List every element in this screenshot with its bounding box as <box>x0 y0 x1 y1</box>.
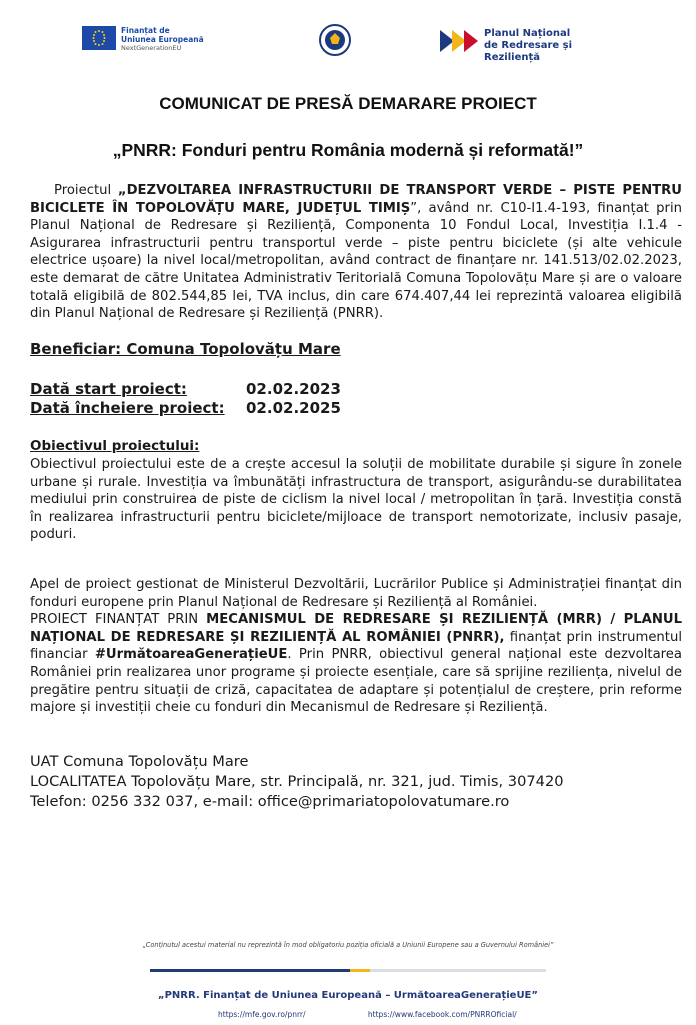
beneficiary: Beneficiar: Comuna Topolovățu Mare <box>30 340 341 358</box>
footer-links <box>218 1010 638 1019</box>
end-date-label: Dată încheiere proiect: <box>30 399 225 417</box>
contact-name: UAT Comuna Topolovățu Mare <box>30 753 249 770</box>
government-seal-icon <box>319 24 351 56</box>
intro-lead: Proiectul <box>54 183 118 198</box>
pnrr-logo-line1: Planul Național <box>484 28 571 39</box>
footer-slogan: „PNRR. Finanțat de Uniunea Europeană – UrmătoareaGenerațieUE” <box>158 990 538 1001</box>
intro-paragraph <box>30 182 682 323</box>
eu-logo-line1: Finanțat de <box>121 26 170 35</box>
start-date-label: Dată start proiect: <box>30 380 187 398</box>
end-date-row <box>30 399 341 418</box>
footer-link-facebook[interactable]: https://www.facebook.com/PNRROficial/ <box>367 1010 517 1019</box>
call-p2-bold: MECANISMUL DE REDRESARE ȘI REZILIENȚĂ (MRR) / PLANUL NAȚIONAL DE REDRESARE ȘI REZILIENȚĂ AL ROMÂNIEI (PNRR), <box>30 612 682 645</box>
contact-address: LOCALITATEA Topolovățu Mare, str. Principală, nr. 321, jud. Timis, 307420 <box>30 773 564 790</box>
contact-block <box>30 752 564 812</box>
call-p2-rest: . Prin PNRR, obiectivul general național este dezvoltarea României prin realizarea unor programe și proiecte esențiale, care să sprijine reziliența, nivelul de pregătire pentru situații de criză, capacitatea de adaptare și potențialul de creștere, prin reforme majore și investiții cheie cu fonduri din Mecanismul de Redresare și Reziliență. <box>30 647 682 716</box>
eu-flag-icon <box>82 26 116 50</box>
call-section <box>30 576 682 717</box>
call-p2-lead: PROIECT FINANȚAT PRIN <box>30 612 207 628</box>
footer-divider <box>150 969 546 972</box>
call-p2-mid: finanțat prin instrumentul financiar <box>30 629 682 663</box>
page-subtitle: „PNRR: Fonduri pentru România modernă și reformată!” <box>112 140 584 160</box>
pnrr-logo-line2: de Redresare și Reziliență <box>484 40 573 63</box>
objective-text: Obiectivul proiectului este de a crește accesul la soluții de mobilitate durabile și sigure în zonele urbane și rurale. Investiția va îmbunătăți infrastructura de transport, asigurându-se durabilitatea mediului prin construirea de piste de ciclism la nivel local / metropolitan în țară. Investiția constă în realizarea infrastructurii pentru biciclete/mijloace de transport nemotorizate, inclusiv pasaje, poduri. <box>30 457 682 543</box>
project-dates <box>30 380 341 418</box>
eu-logo <box>82 26 252 58</box>
footer-disclaimer: „Conținutul acestui material nu reprezintă în mod obligatoriu poziția oficială a Uniunii Europene sau a Guvernului României” <box>142 941 554 949</box>
footer-divider-fill <box>150 969 350 972</box>
intro-rest: ”, având nr. C10-I1.4-193, finanțat prin Planul Național de Redresare și Reziliență, Componenta 10 Fondul Local, Investiția I.1.4 - Asigurarea infrastructurii pentru transportul verde – piste pentru biciclete (și alte vehicule electrice ușoare) la nivel local/metropolitan, având contract de finanțare nr. 141.513/02.02.2023, este demarat de către Unitatea Administrativ Teritorială Comuna Topolovățu Mare și are o valoare totală eligibilă de 802.544,85 lei, TVA inclus, din care 674.407,44 lei reprezintă valoarea eligibilă din Planul Național de Redresare și Reziliență (PNRR). <box>30 200 682 322</box>
header <box>0 22 696 62</box>
start-date-value: 02.02.2023 <box>246 380 341 398</box>
end-date-value: 02.02.2025 <box>246 399 341 417</box>
start-date-row <box>30 380 341 399</box>
call-p2-hashtag: #UrmătoareaGenerațieUE <box>94 647 288 663</box>
footer-divider-accent <box>350 969 370 972</box>
call-paragraph-1: Apel de proiect gestionat de Ministerul Dezvoltării, Lucrărilor Publice și Administrației finanțat din fonduri europene prin Planul Național de Redresare și Reziliență al României. <box>30 577 682 610</box>
contact-phone-email: Telefon: 0256 332 037, e-mail: office@primariatopolovatumare.ro <box>30 793 510 810</box>
project-name: „DEZVOLTAREA INFRASTRUCTURII DE TRANSPORT VERDE – PISTE PENTRU BICICLETE ÎN TOPOLOVĂȚU MARE, JUDEȚUL TIMIȘ <box>30 183 682 216</box>
pnrr-logo-text <box>484 28 630 64</box>
objective-title: Obiectivul proiectului: <box>30 438 200 454</box>
pnrr-mark-icon <box>440 30 480 52</box>
call-paragraph-2 <box>30 611 682 717</box>
eu-logo-line3: NextGenerationEU <box>121 44 182 52</box>
eu-logo-line2: Uniunea Europeană <box>121 35 204 44</box>
pnrr-logo <box>440 28 630 63</box>
eu-logo-text <box>121 26 204 53</box>
footer-link-mfe[interactable]: https://mfe.gov.ro/pnrr/ <box>218 1010 306 1019</box>
page-title: COMUNICAT DE PRESĂ DEMARARE PROIECT <box>159 94 537 113</box>
